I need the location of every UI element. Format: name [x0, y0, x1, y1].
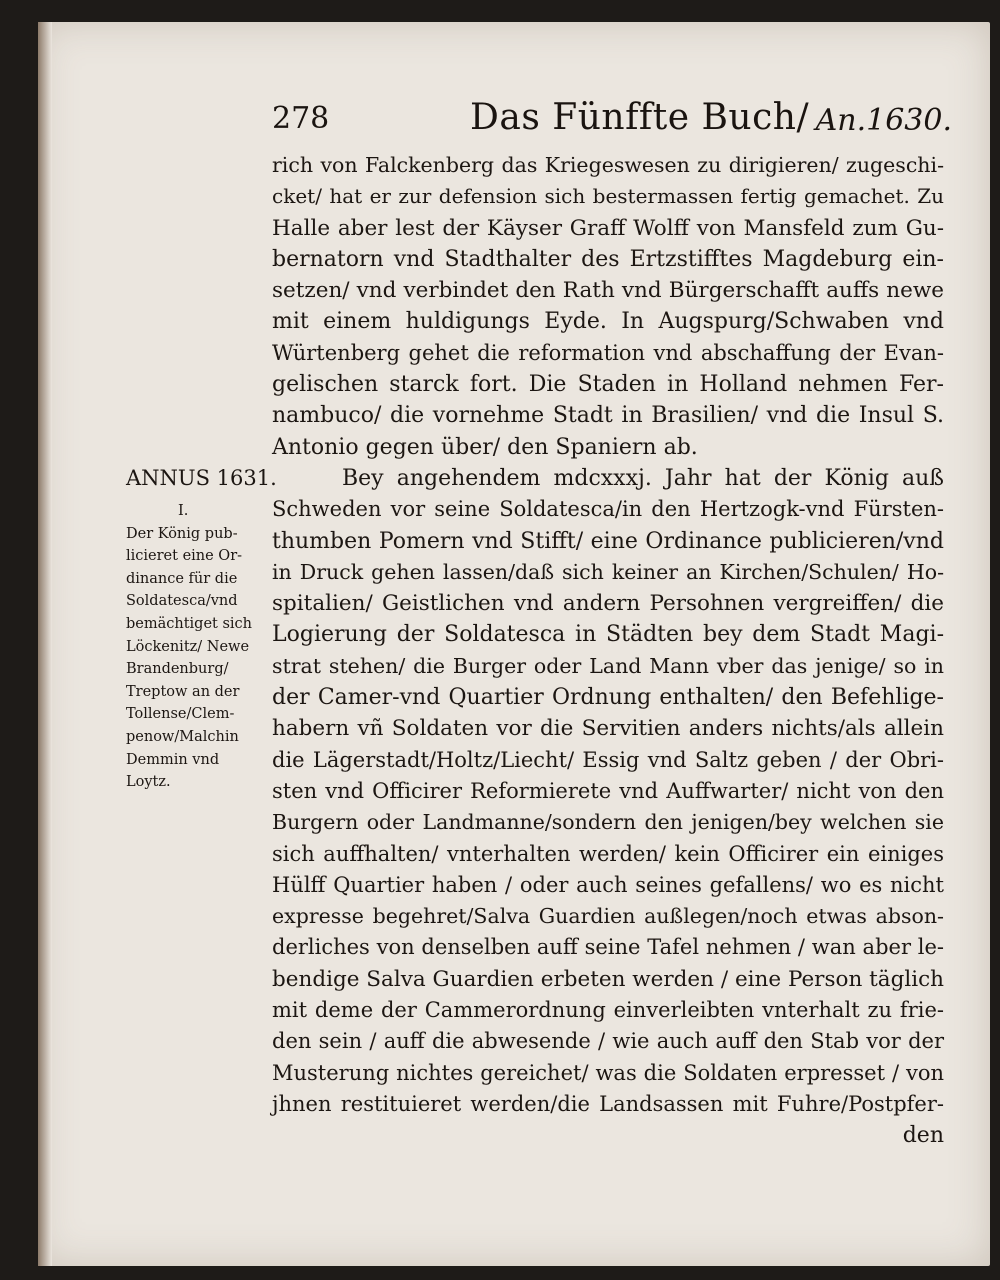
text-line: jhnen restituieret werden/die Landsassen mit Fuhre/Postpfer-	[272, 1091, 944, 1116]
text-line: derliches von denselben auff seine Tafel nehmen / wan aber le-	[272, 935, 944, 960]
text-line: habern vñ Soldaten vor die Servitien anders nichts/als allein	[272, 716, 944, 742]
catchword: den	[902, 1123, 944, 1149]
text-line: mit einem huldigungs Eyde. In Augspurg/Schwaben vnd	[272, 309, 944, 335]
marginal-note-line: bemächtiget sich	[126, 615, 253, 632]
marginal-note-line: Loytz.	[126, 774, 171, 791]
text-line: rich von Falckenberg das Kriegeswesen zu dirigieren/ zugeschi-	[272, 153, 944, 177]
marginal-note-line: Tollense/Clem-	[126, 706, 235, 723]
text-line: die Lägerstadt/Holtz/Liecht/ Essig vnd Saltz geben / der Obri-	[272, 747, 944, 772]
marginal-note-line: Löckenitz/ Newe	[126, 638, 250, 655]
text-line: Halle aber lest der Käyser Graff Wolff von Mansfeld zum Gu-	[272, 215, 944, 241]
text-line: spitalien/ Geistlichen vnd andern Persohnen vergreiffen/ die	[272, 591, 944, 617]
text-line: Burgern oder Landmanne/sondern den jenigen/bey welchen sie	[272, 810, 944, 835]
text-line: bernatorn vnd Stadthalter des Ertzstifftes Magdeburg ein-	[272, 246, 944, 272]
page-header	[272, 95, 952, 143]
text-line: Hülff Quartier haben / oder auch seines gefallens/ wo es nicht	[272, 872, 944, 897]
text-line: nambuco/ die vornehme Stadt in Brasilien/ vnd die Insul S.	[272, 403, 944, 429]
marginal-note-line: Brandenburg/	[126, 661, 229, 678]
marginal-note-line: I.	[178, 503, 189, 519]
marginal-note-line: Treptow an der	[126, 683, 240, 700]
text-line: setzen/ vnd verbindet den Rath vnd Bürgerschafft auffs newe	[272, 278, 944, 304]
text-line: mit deme der Cammerordnung einverleibten vnterhalt zu frie-	[272, 998, 944, 1023]
marginal-note	[126, 500, 266, 794]
marginal-note-line: Demmin vnd	[126, 751, 220, 768]
text-line: Schweden vor seine Soldatesca/in den Hertzogk-vnd Fürsten-	[272, 497, 944, 522]
text-line: Logierung der Soldatesca in Städten bey dem Stadt Magi-	[272, 622, 944, 648]
text-line: gelischen starck fort. Die Staden in Holland nehmen Fer-	[272, 372, 944, 398]
margin-year-label: ANNUS 1631.	[126, 466, 277, 490]
text-line: expresse begehret/Salva Guardien außlegen/noch etwas abson-	[272, 904, 944, 929]
running-title: Das Fünffte Buch/	[470, 97, 810, 138]
marginal-note-line: Soldatesca/vnd	[126, 593, 238, 610]
text-line: sich auffhalten/ vnterhalten werden/ kein Officirer ein einiges	[272, 841, 944, 866]
text-line: der Camer-vnd Quartier Ordnung enthalten/ den Befehlige-	[272, 685, 944, 711]
body-text	[272, 150, 944, 1152]
text-line: sten vnd Officirer Reformierete vnd Auffwarter/ nicht von den	[272, 778, 944, 803]
marginal-note-line: licieret eine Or-	[126, 548, 243, 565]
year-note: An.1630.	[815, 103, 952, 138]
marginal-note-line: dinance für die	[126, 570, 238, 587]
marginal-note-line: penow/Malchin	[126, 728, 239, 745]
text-line: den sein / auff die abwesende / wie auch auff den Stab vor der	[272, 1029, 944, 1054]
text-line: bendige Salva Guardien erbeten werden / eine Person täglich	[272, 966, 944, 992]
text-line: cket/ hat er zur defension sich bestermassen fertig gemachet. Zu	[272, 184, 944, 209]
text-line: Bey angehendem mdcxxxj. Jahr hat der König auß	[342, 465, 944, 491]
page-gutter-shadow	[38, 22, 52, 1266]
marginal-note-line: Der König pub-	[126, 525, 238, 542]
text-line: strat stehen/ die Burger oder Land Mann vber das jenige/ so in	[272, 653, 944, 678]
text-line: Musterung nichtes gereichet/ was die Soldaten erpresset / von	[272, 1060, 944, 1085]
text-line: thumben Pomern vnd Stifft/ eine Ordinance publicieren/vnd	[272, 528, 944, 554]
text-line: in Druck gehen lassen/daß sich keiner an Kirchen/Schulen/ Ho-	[272, 559, 944, 584]
text-line: Würtenberg gehet die reformation vnd abschaffung der Evan-	[272, 340, 944, 365]
page-number: 278	[272, 101, 330, 136]
text-line: Antonio gegen über/ den Spaniern ab.	[272, 434, 698, 460]
